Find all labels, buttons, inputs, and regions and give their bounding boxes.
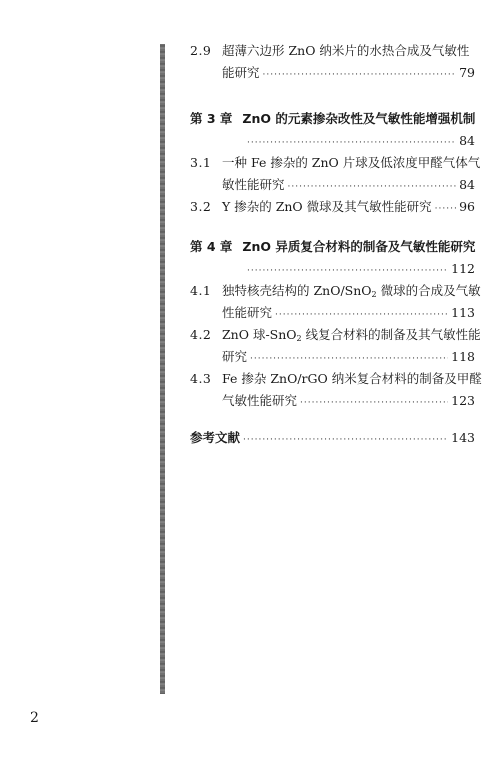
- dot-leader: [263, 64, 457, 86]
- section-number: 3.2: [190, 199, 212, 214]
- page-ref: 123: [451, 393, 475, 408]
- dot-leader: [247, 132, 456, 154]
- section-number: 2.9: [190, 43, 212, 58]
- chapter-label: 第 3 章: [190, 111, 233, 126]
- page-ref: 118: [451, 349, 475, 364]
- section-number: 4.2: [190, 327, 212, 342]
- chapter-title: ZnO 异质复合材料的制备及气敏性能研究: [242, 239, 476, 254]
- dot-leader: [247, 260, 448, 282]
- section-title-line2: 气敏性能研究: [222, 393, 298, 408]
- page-ref: 84: [459, 133, 475, 148]
- section-number: 4.3: [190, 371, 212, 386]
- toc-entry-references[interactable]: [190, 427, 475, 449]
- page-number: 2: [30, 710, 39, 726]
- page-ref: 84: [459, 177, 475, 192]
- section-title-line1: Y 掺杂的 ZnO 微球及其气敏性能研究: [222, 199, 432, 214]
- section-title-line2: 能研究: [222, 65, 260, 80]
- chapter-3-heading[interactable]: [190, 108, 475, 154]
- page-ref: 113: [451, 305, 475, 320]
- chapter-title: ZnO 的元素掺杂改性及气敏性能增强机制: [242, 111, 476, 126]
- chapter-4-heading[interactable]: [190, 236, 475, 282]
- section-title-line1: 独特核壳结构的 ZnO/SnO$_2$ 微球的合成及气敏: [222, 283, 481, 299]
- section-number: 4.1: [190, 283, 212, 298]
- page-ref: 96: [459, 199, 475, 214]
- dot-leader: [300, 392, 448, 414]
- page-ref: 112: [451, 261, 475, 276]
- binding-spine: [160, 44, 165, 694]
- dot-leader: [243, 429, 448, 451]
- section-title-line1: 超薄六边形 ZnO 纳米片的水热合成及气敏性: [222, 43, 470, 58]
- references-label: 参考文献: [190, 430, 241, 445]
- dot-leader: [275, 304, 448, 326]
- section-title-line2: 敏性能研究: [222, 177, 285, 192]
- page-ref: 143: [451, 430, 475, 445]
- dot-leader: [435, 198, 456, 220]
- section-title-line2: 研究: [222, 349, 248, 364]
- section-title-line1: 一种 Fe 掺杂的 ZnO 片球及低浓度甲醛气体气: [222, 155, 481, 170]
- chapter-label: 第 4 章: [190, 239, 233, 254]
- section-number: 3.1: [190, 155, 212, 170]
- section-title-line1: ZnO 球-SnO$_2$ 线复合材料的制备及其气敏性能: [222, 327, 481, 343]
- dot-leader: [288, 176, 457, 198]
- page-ref: 79: [459, 65, 475, 80]
- section-title-line1: Fe 掺杂 ZnO/rGO 纳米复合材料的制备及甲醛: [222, 371, 482, 386]
- dot-leader: [250, 348, 448, 370]
- section-title-line2: 性能研究: [222, 305, 273, 320]
